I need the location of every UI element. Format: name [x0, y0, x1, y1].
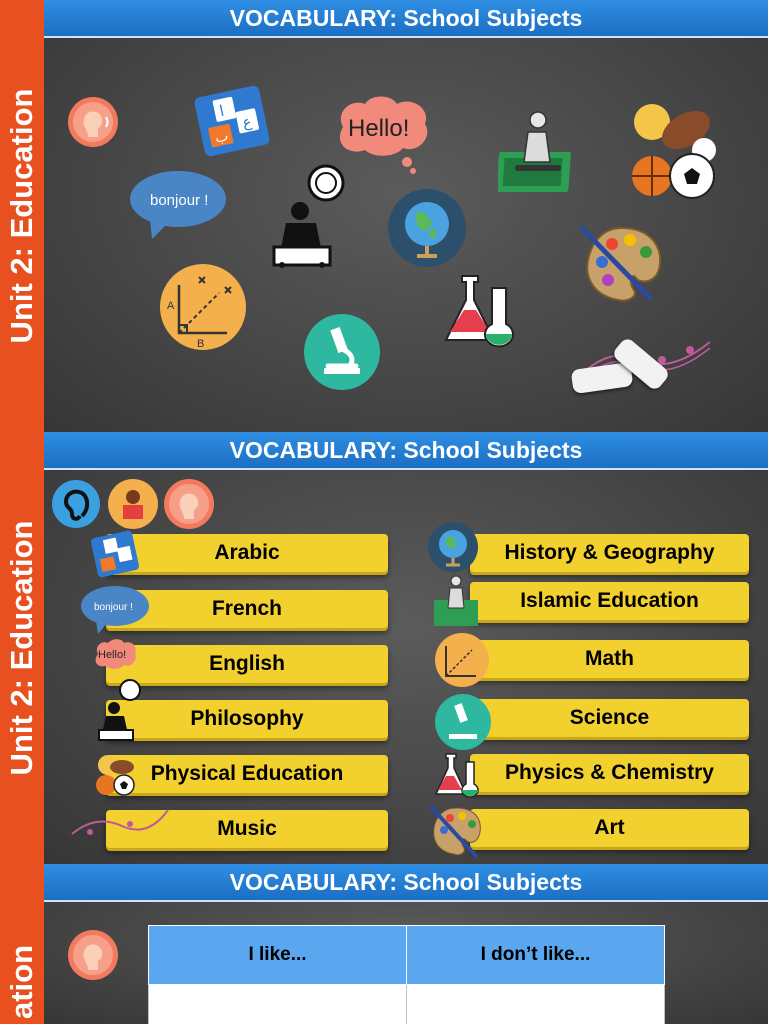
palette-icon: [428, 804, 484, 864]
slide-title: VOCABULARY: School Subjects: [44, 864, 768, 902]
subject-pill-philosophy[interactable]: Philosophy: [106, 700, 388, 738]
svg-text:ب: ب: [213, 128, 230, 147]
subject-pill-history-geography[interactable]: History & Geography: [470, 534, 749, 572]
thinker-icon: [96, 678, 144, 747]
svg-text:ا: ا: [217, 101, 226, 121]
globe-icon[interactable]: [387, 188, 467, 273]
hello-bubble-icon: [92, 638, 138, 679]
subject-pill-french[interactable]: French: [106, 590, 388, 628]
unit-sidebar: [0, 864, 44, 1024]
slide-2: [0, 432, 768, 864]
bonjour-bubble-icon: [80, 584, 150, 641]
flasks-icon[interactable]: [440, 272, 518, 357]
globe-icon: [428, 522, 478, 577]
unit-label: ation: [4, 944, 39, 1020]
slide-title: VOCABULARY: School Subjects: [44, 0, 768, 38]
subject-pill-math[interactable]: Math: [470, 640, 749, 678]
sports-balls-icon[interactable]: [630, 100, 720, 205]
unit-label: Unit 2: Education: [4, 88, 39, 344]
slide-title: VOCABULARY: School Subjects: [44, 432, 768, 470]
subject-pill-art[interactable]: Art: [470, 809, 749, 847]
arabic-letters-icon[interactable]: [193, 85, 271, 162]
unit-sidebar: [0, 432, 44, 864]
slide-3: [0, 864, 768, 1024]
svg-text:Hello!: Hello!: [348, 115, 410, 142]
speaker-head-icon[interactable]: [164, 479, 214, 534]
table-cell-like[interactable]: [149, 985, 407, 1024]
bonjour-bubble-icon[interactable]: [128, 169, 228, 246]
thinker-icon[interactable]: [270, 163, 350, 274]
svg-text:A: A: [167, 300, 175, 312]
arabic-letters-icon: [90, 530, 140, 583]
speaker-head-icon[interactable]: [68, 930, 118, 985]
svg-text:B: B: [197, 338, 205, 350]
prayer-icon: [432, 574, 480, 633]
sports-balls-icon: [96, 753, 136, 802]
microscope-icon[interactable]: [304, 314, 380, 395]
subject-pill-science[interactable]: Science: [470, 699, 749, 737]
unit-label: Unit 2: Education: [4, 520, 39, 776]
geometry-icon: [434, 632, 490, 693]
svg-text:ع: ع: [240, 112, 254, 132]
reader-icon[interactable]: [108, 479, 158, 534]
microscope-icon: [435, 694, 491, 755]
subject-pill-arabic[interactable]: Arabic: [106, 534, 388, 572]
table-cell-dont-like[interactable]: [407, 985, 665, 1024]
subject-pill-english[interactable]: English: [106, 645, 388, 683]
table-header-dont-like: I don’t like...: [407, 926, 665, 985]
geometry-icon[interactable]: [159, 263, 247, 356]
palette-icon[interactable]: [578, 222, 664, 311]
subject-pill-music[interactable]: Music: [106, 810, 388, 848]
likes-table: [148, 925, 665, 1024]
unit-sidebar: [0, 0, 44, 432]
table-header-like: I like...: [149, 926, 407, 985]
music-notes-icon: [70, 804, 170, 855]
flasks-icon: [434, 752, 480, 805]
svg-text:Hello!: Hello!: [98, 649, 127, 661]
slide-1: [0, 0, 768, 432]
ear-icon[interactable]: [52, 480, 100, 533]
prayer-icon[interactable]: [498, 110, 578, 201]
svg-text:bonjour !: bonjour !: [94, 602, 133, 613]
speaker-head-icon[interactable]: [68, 97, 118, 152]
subject-pill-physical-education[interactable]: Physical Education: [106, 755, 388, 793]
subject-pill-physics-chemistry[interactable]: Physics & Chemistry: [470, 754, 749, 792]
svg-text:bonjour !: bonjour !: [150, 192, 209, 209]
subject-pill-islamic-education[interactable]: Islamic Education: [470, 582, 749, 620]
